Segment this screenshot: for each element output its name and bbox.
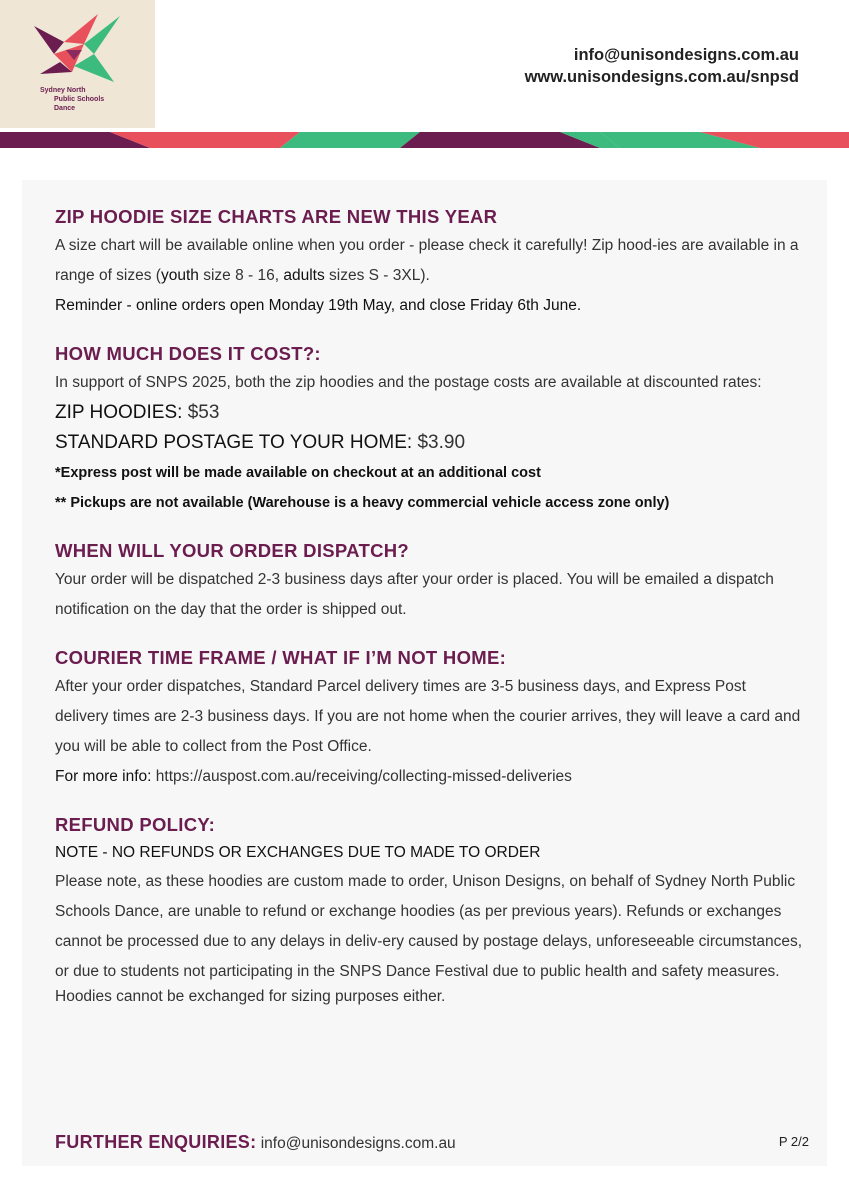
logo-line: Sydney North: [40, 87, 86, 94]
logo-line: Public Schools: [54, 96, 105, 103]
logo: [0, 0, 155, 128]
size-chart-text: [55, 231, 803, 291]
page-number: P 2/2: [778, 1134, 809, 1149]
header-website-link[interactable]: www.unisondesigns.com.au/snpsd: [524, 68, 799, 86]
more-info-label: For more info:: [55, 768, 152, 785]
color-stripe: [0, 128, 849, 148]
hoodie-price-line: [55, 398, 803, 428]
cost-text: In support of SNPS 2025, both the zip hoodies and the postage costs are available at discounted rates:: [55, 374, 762, 391]
section-cost: [55, 341, 803, 518]
section-dispatch: [55, 538, 803, 625]
pickup-note: ** Pickups are not available (Warehouse is a heavy commercial vehicle access zone only): [55, 495, 670, 511]
refund-text: Please note, as these hoodies are custom made to order, Unison Designs, on behalf of Sydney North Public Schools Dance, are unable to refund or exchange hoodies (as per previous years). Refunds or exchanges cannot be processed due to any delays in deliv-ery caused by postage delays, unforeseeable circumstances, or due to students not participating in the SNPS Dance Festival due to public health and safety measures.: [55, 873, 803, 980]
refund-last: Hoodies cannot be exchanged for sizing purposes either.: [55, 988, 446, 1005]
section-title: COURIER TIME FRAME / WHAT IF I’M NOT HOME:: [55, 647, 507, 668]
postage-price-value: $3.90: [417, 432, 466, 453]
text-part: size 8 - 16,: [198, 267, 284, 284]
section-title: HOW MUCH DOES IT COST?:: [55, 343, 321, 364]
more-info-line: [55, 762, 803, 792]
page-header: [0, 0, 849, 150]
hoodie-price-label: ZIP HOODIES:: [55, 402, 183, 423]
postage-price-label: STANDARD POSTAGE TO YOUR HOME:: [55, 432, 413, 453]
section-refund: [55, 812, 803, 1007]
star-logo-icon: [34, 14, 120, 84]
courier-text: After your order dispatches, Standard Parcel delivery times are 3-5 business days, and Express Post delivery times are 2-3 business days. If you are not home when the courier arrives, they will leave a card and you will be able to collect from the Post Office.: [55, 678, 801, 755]
express-note: *Express post will be made available on checkout at an additional cost: [55, 465, 541, 481]
content-body: [55, 204, 803, 1027]
section-courier: [55, 645, 803, 792]
hoodie-price-value: $53: [187, 402, 220, 423]
order-reminder: Reminder - online orders open Monday 19th May, and close Friday 6th June.: [55, 297, 582, 314]
footer-label: FURTHER ENQUIRIES:: [55, 1132, 257, 1152]
postage-price-line: [55, 428, 803, 458]
footer-email-link[interactable]: info@unisondesigns.com.au: [260, 1135, 456, 1152]
youth-label: youth: [160, 267, 199, 284]
adults-label: adults: [283, 267, 325, 284]
header-contact: [525, 44, 799, 88]
section-size-charts: [55, 204, 803, 321]
auspost-link[interactable]: https://auspost.com.au/receiving/collecting-missed-deliveries: [155, 768, 572, 785]
content-panel: [22, 180, 827, 1166]
dispatch-text: Your order will be dispatched 2-3 business days after your order is placed. You will be emailed a dispatch notification on the day that the order is shipped out.: [55, 571, 774, 618]
logo-text: [40, 86, 104, 113]
section-title: REFUND POLICY:: [55, 814, 216, 835]
header-email-link[interactable]: info@unisondesigns.com.au: [573, 46, 799, 64]
refund-note: NOTE - NO REFUNDS OR EXCHANGES DUE TO MADE TO ORDER: [55, 844, 541, 861]
text-part: A size chart will be available online when you order - please check it carefully! Zip hood-ies are available in a range of sizes (: [55, 237, 799, 284]
logo-line: Dance: [54, 105, 76, 112]
section-title: WHEN WILL YOUR ORDER DISPATCH?: [55, 540, 409, 561]
footer-enquiries: [55, 1132, 456, 1153]
text-part: sizes S - 3XL).: [324, 267, 430, 284]
section-title: ZIP HOODIE SIZE CHARTS ARE NEW THIS YEAR: [55, 206, 498, 227]
